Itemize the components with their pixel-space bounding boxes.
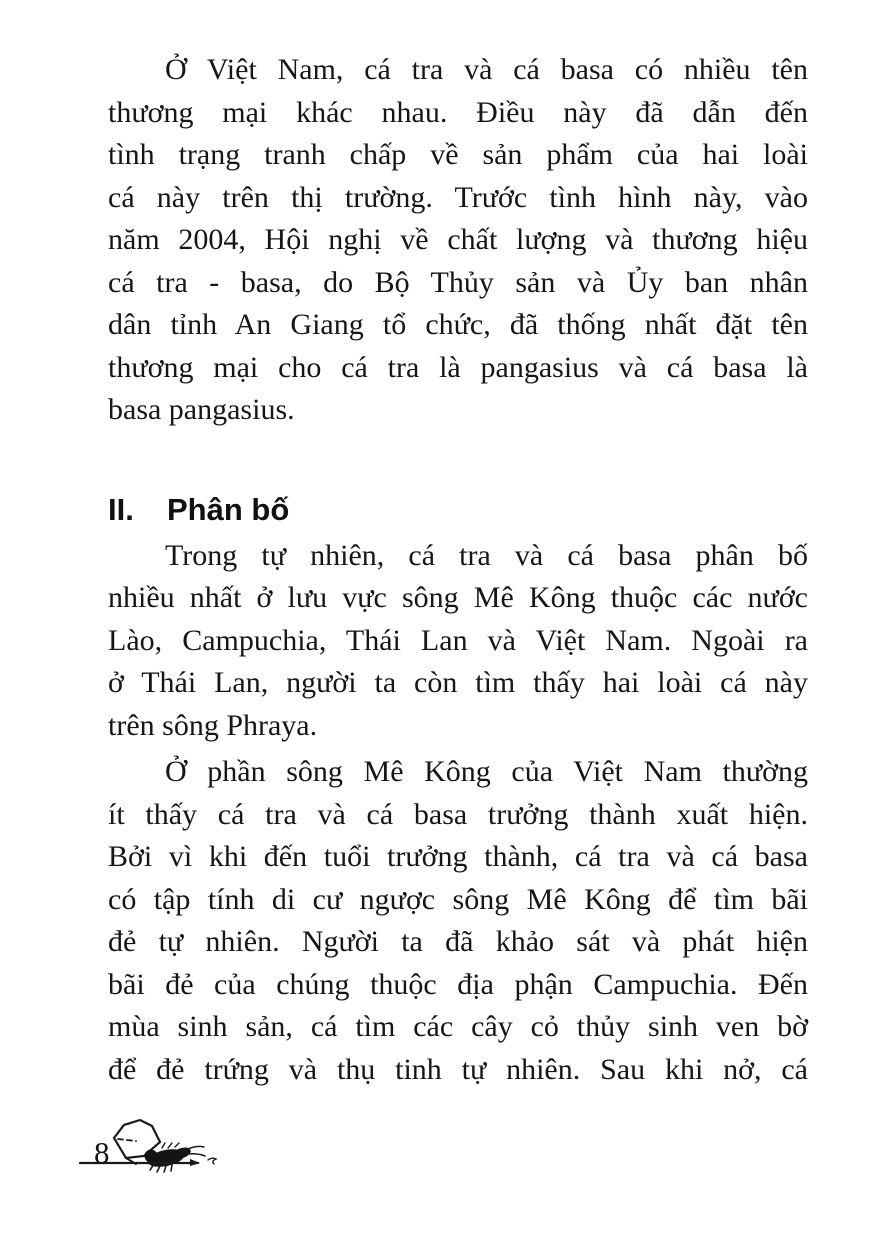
text-line: tình trạng tranh chấp về sản phẩm của hai loài bbox=[108, 138, 808, 171]
text-line: basa pangasius. bbox=[108, 393, 295, 426]
text-line: cá tra - basa, do Bộ Thủy sản và Ủy ban nhân bbox=[108, 265, 808, 299]
text-line: trên sông Phraya. bbox=[108, 708, 318, 742]
section-numeral: II. bbox=[108, 491, 134, 527]
text-line: thương mại cho cá tra là pangasius và cá basa là bbox=[108, 350, 808, 384]
text-line: Bởi vì khi đến tuổi trưởng thành, cá tra và cá basa bbox=[108, 840, 808, 873]
text-line: mùa sinh sản, cá tìm các cây cỏ thủy sinh ven bờ bbox=[108, 1010, 808, 1043]
text-line: dân tỉnh An Giang tổ chức, đã thống nhất đặt tên bbox=[108, 308, 808, 341]
paragraph-migration bbox=[108, 751, 808, 1091]
page-footer bbox=[78, 1112, 358, 1176]
text-line: nhiều nhất ở lưu vực sông Mê Kông thuộc các nước bbox=[108, 581, 808, 614]
text-line: thương mại khác nhau. Điều này đã dẫn đến bbox=[108, 95, 808, 129]
page-number: 8 bbox=[94, 1135, 110, 1170]
text-line: ở Thái Lan, người ta còn tìm thấy hai loài cá này bbox=[108, 666, 808, 699]
text-line: Ở Việt Nam, cá tra và cá basa có nhiều tên bbox=[165, 53, 808, 86]
section-title: Phân bố bbox=[167, 491, 290, 527]
text-line: năm 2004, Hội nghị về chất lượng và thương hiệu bbox=[108, 223, 808, 256]
text-line: Lào, Campuchia, Thái Lan và Việt Nam. Ngoài ra bbox=[108, 623, 808, 657]
text-column bbox=[108, 49, 808, 1091]
text-line: Trong tự nhiên, cá tra và cá basa phân bố bbox=[165, 538, 808, 572]
text-line: Ở phần sông Mê Kông của Việt Nam thường bbox=[165, 755, 808, 788]
text-line: cá này trên thị trường. Trước tình hình này, vào bbox=[108, 180, 808, 214]
paragraph-distribution bbox=[108, 535, 808, 748]
text-line: ít thấy cá tra và cá basa trưởng thành xuất hiện. bbox=[108, 797, 808, 831]
text-line: có tập tính di cư ngược sông Mê Kông để tìm bãi bbox=[108, 882, 808, 916]
section-heading bbox=[108, 490, 808, 530]
text-line: để đẻ trứng và thụ tinh tự nhiên. Sau khi nở, cá bbox=[108, 1052, 808, 1086]
text-line: bãi đẻ của chúng thuộc địa phận Campuchia. Đến bbox=[108, 967, 808, 1001]
text-line: đẻ tự nhiên. Người ta đã khảo sát và phát hiện bbox=[108, 925, 808, 958]
paragraph-trade-names bbox=[108, 49, 808, 432]
